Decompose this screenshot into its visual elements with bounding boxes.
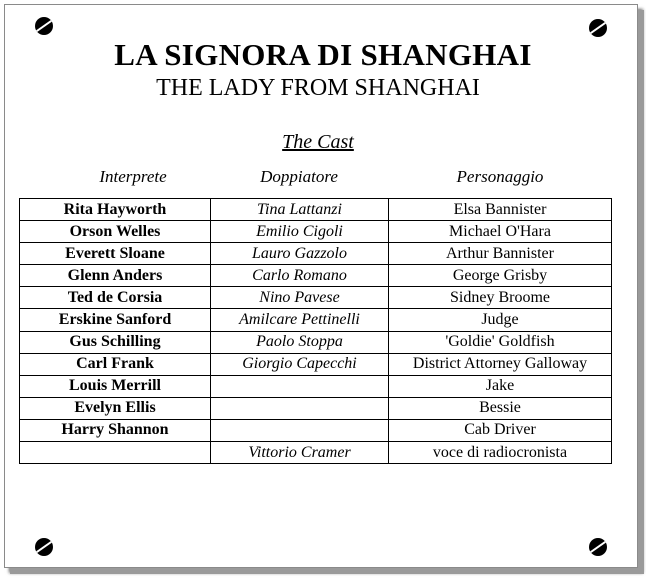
dubber-cell <box>211 375 389 397</box>
cast-heading: The Cast <box>282 131 354 153</box>
table-row <box>20 199 612 221</box>
character-cell: 'Goldie' Goldfish <box>389 331 612 353</box>
screw-icon <box>589 19 607 37</box>
page-title: LA SIGNORA DI SHANGHAI <box>114 37 532 72</box>
character-cell: Arthur Bannister <box>389 243 612 265</box>
screw-icon <box>35 538 53 556</box>
screw-icon <box>589 538 607 556</box>
actor-cell: Glenn Anders <box>20 265 211 287</box>
actor-cell: Everett Sloane <box>20 243 211 265</box>
table-row <box>20 353 612 375</box>
column-header-actor: Interprete <box>99 167 167 186</box>
actor-cell: Louis Merrill <box>20 375 211 397</box>
character-cell: District Attorney Galloway <box>389 353 612 375</box>
dubber-cell: Carlo Romano <box>211 265 389 287</box>
actor-cell: Carl Frank <box>20 353 211 375</box>
column-header-dubber: Doppiatore <box>260 167 338 186</box>
table-row <box>20 309 612 331</box>
character-cell: Judge <box>389 309 612 331</box>
dubber-cell: Amilcare Pettinelli <box>211 309 389 331</box>
table-row <box>20 331 612 353</box>
table-row <box>20 287 612 309</box>
actor-cell: Ted de Corsia <box>20 287 211 309</box>
actor-cell: Erskine Sanford <box>20 309 211 331</box>
screw-icon <box>35 17 53 35</box>
character-cell: Bessie <box>389 397 612 419</box>
table-row <box>20 442 612 464</box>
dubber-cell: Nino Pavese <box>211 287 389 309</box>
column-header-character: Personaggio <box>456 167 544 186</box>
dubber-cell <box>211 419 389 441</box>
dubber-cell: Giorgio Capecchi <box>211 353 389 375</box>
dubber-cell: Tina Lattanzi <box>211 199 389 221</box>
page-subtitle: THE LADY FROM SHANGHAI <box>156 75 480 101</box>
actor-cell <box>20 442 211 464</box>
actor-cell: Gus Schilling <box>20 331 211 353</box>
actor-cell: Orson Welles <box>20 221 211 243</box>
table-row <box>20 397 612 419</box>
dubber-cell <box>211 397 389 419</box>
table-row <box>20 375 612 397</box>
character-cell: Sidney Broome <box>389 287 612 309</box>
character-cell: voce di radiocronista <box>389 442 612 464</box>
character-cell: Elsa Bannister <box>389 199 612 221</box>
dubber-cell: Lauro Gazzolo <box>211 243 389 265</box>
actor-cell: Evelyn Ellis <box>20 397 211 419</box>
cast-table <box>19 198 612 464</box>
table-row <box>20 243 612 265</box>
character-cell: George Grisby <box>389 265 612 287</box>
table-row <box>20 419 612 441</box>
character-cell: Jake <box>389 375 612 397</box>
actor-cell: Harry Shannon <box>20 419 211 441</box>
dubber-cell: Emilio Cigoli <box>211 221 389 243</box>
actor-cell: Rita Hayworth <box>20 199 211 221</box>
dubber-cell: Paolo Stoppa <box>211 331 389 353</box>
table-row <box>20 221 612 243</box>
dubber-cell: Vittorio Cramer <box>211 442 389 464</box>
table-row <box>20 265 612 287</box>
character-cell: Cab Driver <box>389 419 612 441</box>
character-cell: Michael O'Hara <box>389 221 612 243</box>
